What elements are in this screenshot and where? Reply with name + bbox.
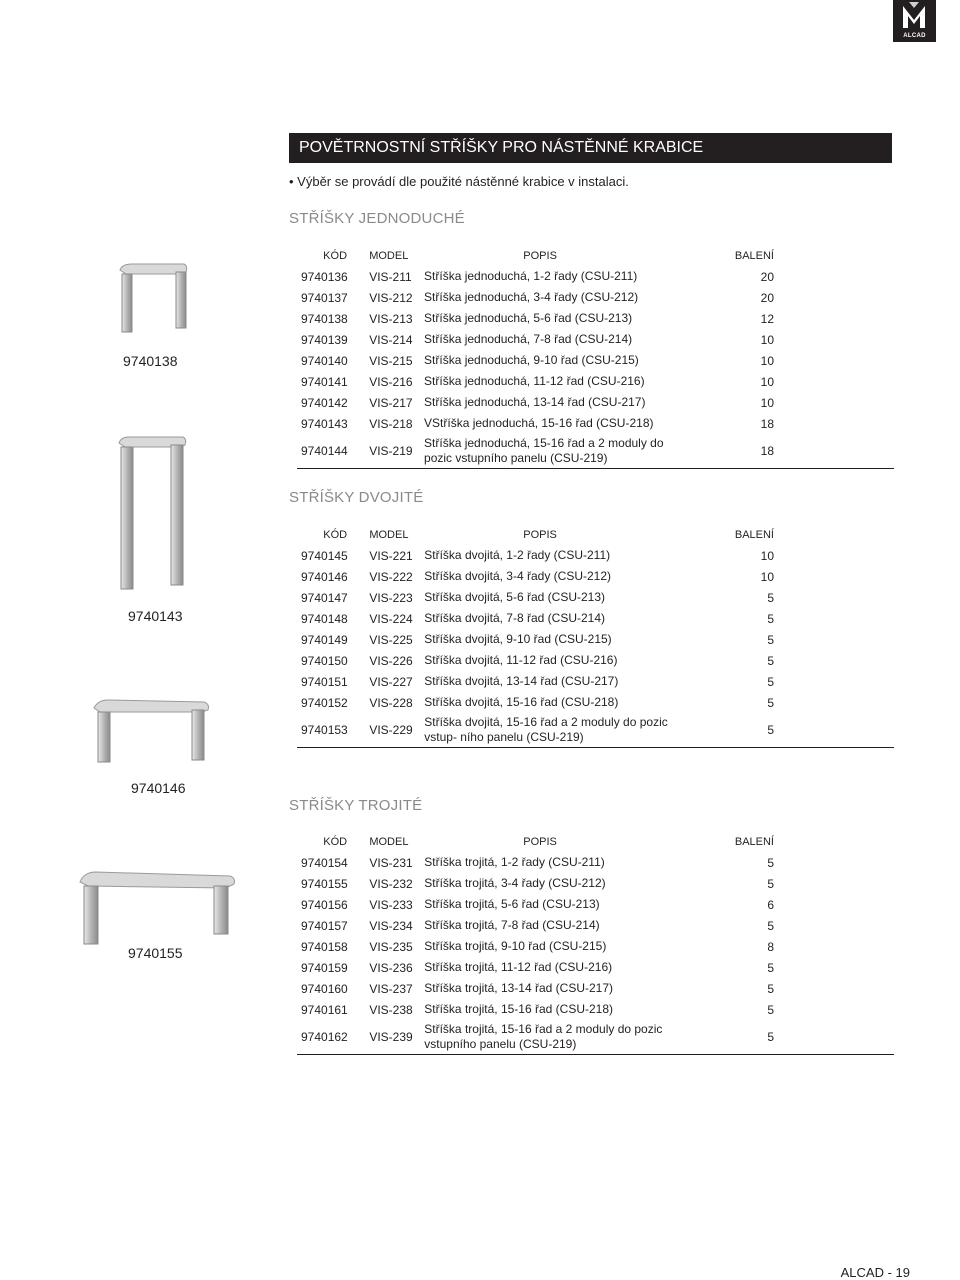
table-header-row bbox=[297, 524, 894, 545]
cell-model: VIS-229 bbox=[369, 713, 424, 748]
photo-label: 9740146 bbox=[131, 780, 186, 796]
cell-qty: 10 bbox=[760, 353, 774, 368]
header-qty: BALENÍ bbox=[734, 528, 774, 541]
cell-desc: Stříška jednoduchá, 15-16 řad a 2 moduly do pozic vstupního panelu (CSU-219) bbox=[424, 434, 686, 469]
cell-qty: 5 bbox=[686, 713, 894, 748]
cell-desc: Stříška dvojitá, 7-8 řad (CSU-214) bbox=[424, 611, 605, 625]
cell-code: 9740153 bbox=[297, 713, 369, 748]
cell-model: VIS-227 bbox=[369, 674, 413, 689]
cell-qty: 6 bbox=[767, 897, 774, 912]
cell-qty: 10 bbox=[760, 395, 774, 410]
cell-model: VIS-226 bbox=[369, 653, 413, 668]
cell-qty: 5 bbox=[767, 918, 774, 933]
page-title: POVĚTRNOSTNÍ STŘÍŠKY PRO NÁSTĚNNÉ KRABICE bbox=[289, 133, 892, 163]
table-header-row bbox=[297, 831, 894, 852]
cell-qty: 5 bbox=[767, 960, 774, 975]
cell-qty: 5 bbox=[767, 1002, 774, 1017]
cell-qty: 5 bbox=[767, 590, 774, 605]
table-row bbox=[297, 915, 894, 936]
cell-model: VIS-217 bbox=[369, 395, 413, 410]
section-title-single: STŘÍŠKY JEDNODUCHÉ bbox=[289, 210, 465, 227]
table-row bbox=[297, 692, 894, 713]
photo-label: 9740155 bbox=[128, 945, 183, 961]
cell-desc: Stříška trojitá, 11-12 řad (CSU-216) bbox=[424, 960, 613, 974]
cell-model: VIS-237 bbox=[369, 981, 413, 996]
table-row bbox=[297, 852, 894, 873]
cell-desc: Stříška trojitá, 3-4 řady (CSU-212) bbox=[424, 876, 606, 890]
header-qty: BALENÍ bbox=[734, 835, 774, 848]
table-row bbox=[297, 434, 894, 469]
table-row bbox=[297, 650, 894, 671]
cell-qty: 5 bbox=[767, 674, 774, 689]
cell-model: VIS-223 bbox=[369, 590, 413, 605]
cell-qty: 10 bbox=[760, 548, 774, 563]
cell-model: VIS-214 bbox=[369, 332, 413, 347]
table-row bbox=[297, 999, 894, 1020]
table-row bbox=[297, 629, 894, 650]
cell-model: VIS-213 bbox=[369, 311, 413, 326]
cell-code: 9740160 bbox=[301, 981, 348, 996]
table-row bbox=[297, 894, 894, 915]
cell-desc: Stříška jednoduchá, 1-2 řady (CSU-211) bbox=[424, 269, 638, 283]
cell-desc: Stříška dvojitá, 3-4 řady (CSU-212) bbox=[424, 569, 611, 583]
cell-desc: Stříška dvojitá, 15-16 řad (CSU-218) bbox=[424, 695, 619, 709]
table-row bbox=[297, 371, 894, 392]
header-desc: POPIS bbox=[523, 835, 557, 848]
product-photo-triple-b bbox=[76, 870, 238, 948]
table-row bbox=[297, 413, 894, 434]
cell-desc: Stříška jednoduchá, 7-8 řad (CSU-214) bbox=[424, 332, 633, 346]
table-row bbox=[297, 587, 894, 608]
cell-code: 9740147 bbox=[301, 590, 348, 605]
logo-mark-icon bbox=[893, 0, 936, 32]
table-row bbox=[297, 713, 894, 748]
cell-code: 9740157 bbox=[301, 918, 348, 933]
table-single bbox=[297, 245, 894, 469]
logo-text: ALCAD bbox=[903, 33, 926, 39]
cell-desc: Stříška dvojitá, 1-2 řady (CSU-211) bbox=[424, 548, 611, 562]
cell-code: 9740141 bbox=[301, 374, 348, 389]
table-triple bbox=[297, 831, 894, 1055]
cell-code: 9740150 bbox=[301, 653, 348, 668]
cell-qty: 5 bbox=[767, 695, 774, 710]
cell-model: VIS-228 bbox=[369, 695, 413, 710]
cell-qty: 20 bbox=[760, 290, 774, 305]
cell-code: 9740158 bbox=[301, 939, 348, 954]
cell-code: 9740154 bbox=[301, 855, 348, 870]
cell-model: VIS-211 bbox=[369, 269, 412, 284]
header-code: KÓD bbox=[323, 835, 348, 848]
header-code: KÓD bbox=[323, 528, 348, 541]
cell-code: 9740139 bbox=[301, 332, 348, 347]
product-photo-double bbox=[115, 435, 190, 593]
cell-model: VIS-235 bbox=[369, 939, 413, 954]
header-qty: BALENÍ bbox=[734, 249, 774, 262]
cell-code: 9740156 bbox=[301, 897, 348, 912]
cell-code: 9740155 bbox=[301, 876, 348, 891]
cell-desc: Stříška trojitá, 15-16 řad (CSU-218) bbox=[424, 1002, 614, 1016]
cell-model: VIS-239 bbox=[369, 1020, 424, 1055]
cell-desc: Stříška trojitá, 1-2 řady (CSU-211) bbox=[424, 855, 605, 869]
cell-desc: Stříška trojitá, 7-8 řad (CSU-214) bbox=[424, 918, 600, 932]
cell-code: 9740162 bbox=[297, 1020, 369, 1055]
cell-qty: 5 bbox=[767, 653, 774, 668]
cell-model: VIS-233 bbox=[369, 897, 413, 912]
selection-note: • Výběr se provádí dle použité nástěnné krabice v instalaci. bbox=[289, 174, 629, 189]
cell-code: 9740146 bbox=[301, 569, 348, 584]
header-desc: POPIS bbox=[523, 249, 557, 262]
cell-code: 9740151 bbox=[301, 674, 348, 689]
cell-model: VIS-219 bbox=[369, 434, 424, 469]
table-row bbox=[297, 978, 894, 999]
table-row bbox=[297, 671, 894, 692]
cell-desc: Stříška dvojitá, 11-12 řad (CSU-216) bbox=[424, 653, 618, 667]
photo-label: 9740143 bbox=[128, 608, 183, 624]
cell-model: VIS-212 bbox=[369, 290, 413, 305]
cell-qty: 18 bbox=[760, 416, 774, 431]
cell-code: 9740152 bbox=[301, 695, 348, 710]
table-row bbox=[297, 266, 894, 287]
cell-code: 9740144 bbox=[297, 434, 369, 469]
section-title-triple: STŘÍŠKY TROJITÉ bbox=[289, 797, 423, 814]
table-row bbox=[297, 545, 894, 566]
cell-model: VIS-218 bbox=[369, 416, 413, 431]
cell-desc: Stříška jednoduchá, 3-4 řady (CSU-212) bbox=[424, 290, 639, 304]
cell-desc: Stříška dvojitá, 5-6 řad (CSU-213) bbox=[424, 590, 605, 604]
cell-qty: 8 bbox=[767, 939, 774, 954]
header-code: KÓD bbox=[323, 249, 348, 262]
cell-qty: 12 bbox=[760, 311, 774, 326]
cell-qty: 5 bbox=[767, 632, 774, 647]
page-number: ALCAD - 19 bbox=[840, 1265, 910, 1280]
cell-code: 9740145 bbox=[301, 548, 348, 563]
header-model: MODEL bbox=[369, 249, 409, 262]
cell-model: VIS-215 bbox=[369, 353, 413, 368]
table-row bbox=[297, 308, 894, 329]
table-row bbox=[297, 287, 894, 308]
cell-qty: 18 bbox=[686, 434, 894, 469]
cell-desc: Stříška trojitá, 13-14 řad (CSU-217) bbox=[424, 981, 614, 995]
cell-model: VIS-222 bbox=[369, 569, 413, 584]
header-desc: POPIS bbox=[523, 528, 557, 541]
cell-code: 9740148 bbox=[301, 611, 348, 626]
table-row bbox=[297, 1020, 894, 1055]
cell-desc: Stříška trojitá, 9-10 řad (CSU-215) bbox=[424, 939, 607, 953]
cell-qty: 5 bbox=[767, 876, 774, 891]
cell-qty: 5 bbox=[767, 981, 774, 996]
photo-label: 9740138 bbox=[123, 353, 178, 369]
table-row bbox=[297, 608, 894, 629]
cell-code: 9740149 bbox=[301, 632, 348, 647]
cell-qty: 10 bbox=[760, 332, 774, 347]
cell-desc: Stříška trojitá, 15-16 řad a 2 moduly do pozic vstupního panelu (CSU-219) bbox=[424, 1020, 686, 1055]
section-title-double: STŘÍŠKY DVOJITÉ bbox=[289, 489, 424, 506]
cell-model: VIS-238 bbox=[369, 1002, 413, 1017]
cell-code: 9740161 bbox=[301, 1002, 348, 1017]
cell-model: VIS-216 bbox=[369, 374, 413, 389]
table-double bbox=[297, 524, 894, 748]
cell-code: 9740142 bbox=[301, 395, 348, 410]
cell-desc: Stříška dvojitá, 13-14 řad (CSU-217) bbox=[424, 674, 619, 688]
table-header-row bbox=[297, 245, 894, 266]
cell-desc: VStříška jednoduchá, 15-16 řad (CSU-218) bbox=[424, 416, 654, 430]
header-model: MODEL bbox=[369, 835, 409, 848]
cell-desc: Stříška jednoduchá, 9-10 řad (CSU-215) bbox=[424, 353, 639, 367]
cell-qty: 5 bbox=[767, 855, 774, 870]
table-row bbox=[297, 957, 894, 978]
cell-model: VIS-236 bbox=[369, 960, 413, 975]
cell-qty: 20 bbox=[760, 269, 774, 284]
cell-model: VIS-234 bbox=[369, 918, 413, 933]
cell-model: VIS-221 bbox=[369, 548, 413, 563]
cell-model: VIS-231 bbox=[369, 855, 413, 870]
cell-code: 9740143 bbox=[301, 416, 348, 431]
cell-model: VIS-225 bbox=[369, 632, 413, 647]
cell-desc: Stříška dvojitá, 15-16 řad a 2 moduly do pozic vstup- ního panelu (CSU-219) bbox=[424, 713, 686, 748]
cell-desc: Stříška jednoduchá, 5-6 řad (CSU-213) bbox=[424, 311, 633, 325]
table-row bbox=[297, 392, 894, 413]
product-photo-triple-a bbox=[90, 698, 212, 766]
brand-logo bbox=[893, 0, 936, 42]
cell-desc: Stříška dvojitá, 9-10 řad (CSU-215) bbox=[424, 632, 612, 646]
cell-qty: 5 bbox=[767, 611, 774, 626]
header-model: MODEL bbox=[369, 528, 409, 541]
cell-qty: 10 bbox=[760, 569, 774, 584]
cell-code: 9740136 bbox=[301, 269, 348, 284]
cell-code: 9740138 bbox=[301, 311, 348, 326]
table-row bbox=[297, 350, 894, 371]
table-row bbox=[297, 329, 894, 350]
cell-desc: Stříška jednoduchá, 11-12 řad (CSU-216) bbox=[424, 374, 645, 388]
cell-model: VIS-224 bbox=[369, 611, 413, 626]
cell-code: 9740137 bbox=[301, 290, 348, 305]
cell-qty: 10 bbox=[760, 374, 774, 389]
cell-model: VIS-232 bbox=[369, 876, 413, 891]
cell-code: 9740140 bbox=[301, 353, 348, 368]
table-row bbox=[297, 873, 894, 894]
table-row bbox=[297, 566, 894, 587]
product-photo-single bbox=[112, 260, 192, 335]
cell-desc: Stříška trojitá, 5-6 řad (CSU-213) bbox=[424, 897, 600, 911]
cell-desc: Stříška jednoduchá, 13-14 řad (CSU-217) bbox=[424, 395, 646, 409]
cell-code: 9740159 bbox=[301, 960, 348, 975]
cell-qty: 5 bbox=[686, 1020, 894, 1055]
table-row bbox=[297, 936, 894, 957]
